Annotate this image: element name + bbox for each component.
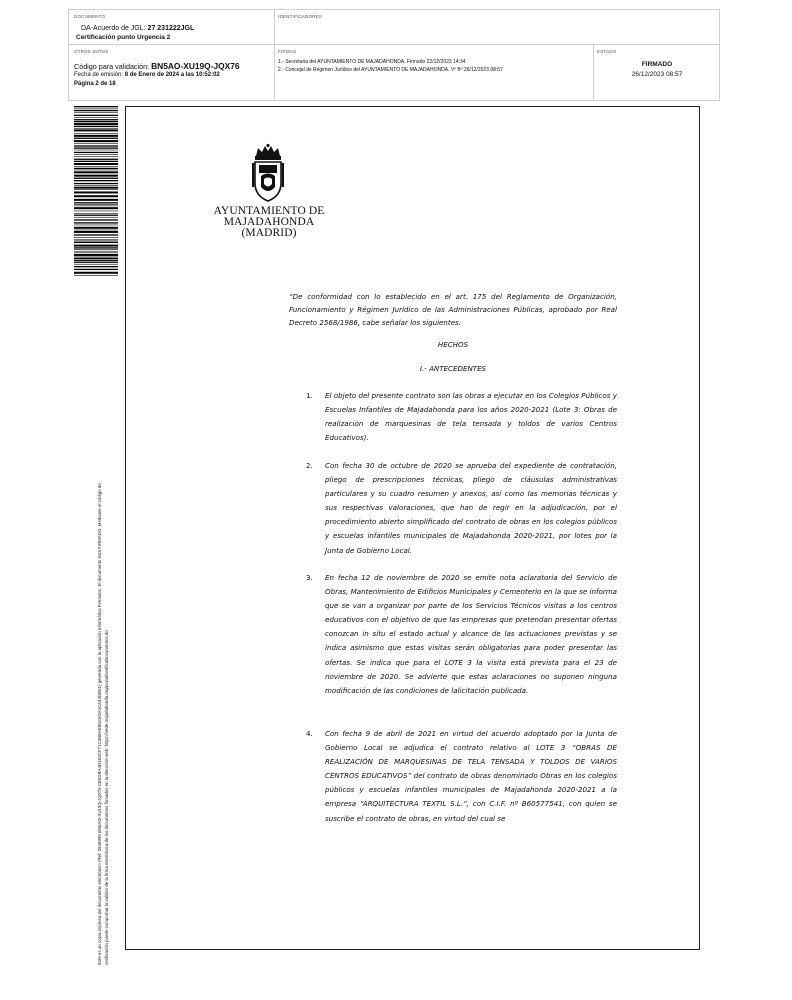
identificadores-cell [275,10,720,45]
list-item-text: Con fecha 9 de abril de 2021 en virtud del acuerdo adoptado por la Junta de Gobierno Local se adjudica el contrato relativo al LOTE 3 “OBRAS DE REALIZACIÓN DE MARQUESINAS DE TELA TENSADA Y TOLDOS DE VARIOS CENTROS EDUCATIVOS” del contrato de obras denominado Obras en los colegios públicos y escuelas infantiles municipales de Majadahonda 2020-2021 a la empresa “ARQUITECTURA TEXTIL S.L.”, con C.I.F. nº B60577541, con quien se suscribe el contrato de obras, en virtud del cual se [325,729,617,823]
metadata-header [68,9,720,101]
barcode-icon [74,106,118,276]
list-item-text: En fecha 12 de noviembre de 2020 se emite nota aclaratoria del Servicio de Obras, Mantenimiento de Edificios Municipales y Cementerio en la que se informa que se van a organizar por parte de los Servicios Técnicos visitas a los centros educativos con el objetivo de que las empresas que pretendan presentar ofertas conozcan in situ el estado actual y alcance de las actuaciones previstas y se indica asimismo que estas visitas serán obligatorias para poder presentar las ofertas. Se indica que para el LOTE 3 la visita está prevista para el 23 de noviembre de 2020. Se advierte que estas aclaraciones no suponen ninguna modificación de las condiciones de lalicitación publicada. [325,573,617,695]
estado-cell [594,45,720,101]
firmas-label: FIRMAS [278,49,297,54]
status-badge: FIRMADO [641,61,673,68]
letterhead-line: (MADRID) [241,227,297,239]
otros-datos-label: OTROS DATOS [74,49,109,54]
list-item-number: 2. [306,461,313,470]
documento-label: DOCUMENTO [74,14,106,19]
documento-cell [69,10,275,45]
list-item-text: El objeto del presente contrato son las obras a ejecutar en los Colegios Públicos y Escuelas Infantiles de Majadahonda para los años 2020-2021 (Lote 3: Obras de realización de marquesinas de tela tensada y toldos de varios Centros Educativos). [325,391,617,443]
status-date: 26/12/2023 08:57 [631,71,683,78]
validation-code: Código para validación: BN5AO-XU19Q-JQX76 [74,61,240,71]
firma-line: 1.- Secretaria del AYUNTAMIENTO DE MAJADAHONDA. Firmado 22/12/2023 14:34 [278,59,466,65]
identificadores-label: IDENTIFICADORES [278,14,323,19]
emission-date: Fecha de emisión: 8 de Enero de 2024 a las 10:52:02 [74,72,220,78]
coat-of-arms-icon [249,143,287,203]
section-heading: HECHOS [437,340,469,349]
side-note-line: verificación puede comprobar la validez de la firma electrónica de los documentos firmados en la dirección web: https://sede.majadahonda.org/portal/verificaDocumentos.do [103,630,109,965]
list-item-number: 1. [306,391,313,400]
list-item-number: 3. [306,573,313,582]
intro-paragraph: “De conformidad con lo establecido en el art. 175 del Reglamento de Organización, Funcionamiento y Régimen Jurídico de las Administraciones Públicas, aprobado por Real Decreto 2568/1986, cabe señalar los siguientes: [289,292,617,327]
list-item-text: Con fecha 30 de octubre de 2020 se aprueba del expediente de contratación, pliego de prescripciones técnicas, pliego de cláusulas administrativas particulares y su cuadro resumen y anexos, así como las memorias técnicas y sus respectivas valoraciones, que han de regir en la adjudicación, por el procedimiento abierto simplificado del contrato de obras en los colegios públicos y escuelas infantiles municipales de Majadahonda 2020-2021, por lotes por la Junta de Gobierno Local. [325,461,617,555]
letterhead [210,206,328,239]
otros-datos-cell [69,45,275,101]
estado-label: ESTADO [597,49,617,54]
documento-title: Certificación punto Urgencia 2 [76,34,171,41]
firma-line: 2.- Concejal de Régimen Jurídico del AYUNTAMIENTO DE MAJADAHONDA. Vº Bº 26/12/2023 08:57 [278,67,503,73]
verification-side-note [97,295,110,965]
letterhead-line: AYUNTAMIENTO DE [213,205,325,217]
subsection-heading: I.- ANTECEDENTES [419,364,487,373]
side-note-line: Este es un copia impresa del documento electrónico (Ref: 2848995 BN5AO-XU19Q-JQX76 C8EDBA4D1E0CF71C3B8AEB5C6DA4CA44DB61) generada con la aplicación informática Firmadoc. El documento está FIRMADO. Mediante el código de [97,483,102,965]
page-counter: Página 2 de 18 [74,81,116,87]
firmas-cell [275,45,594,101]
documento-reference: DA-Acuerdo de JGL: 27 231222JGL [81,25,195,32]
letterhead-line: MAJADAHONDA [223,216,315,228]
list-item-number: 4. [306,729,313,738]
